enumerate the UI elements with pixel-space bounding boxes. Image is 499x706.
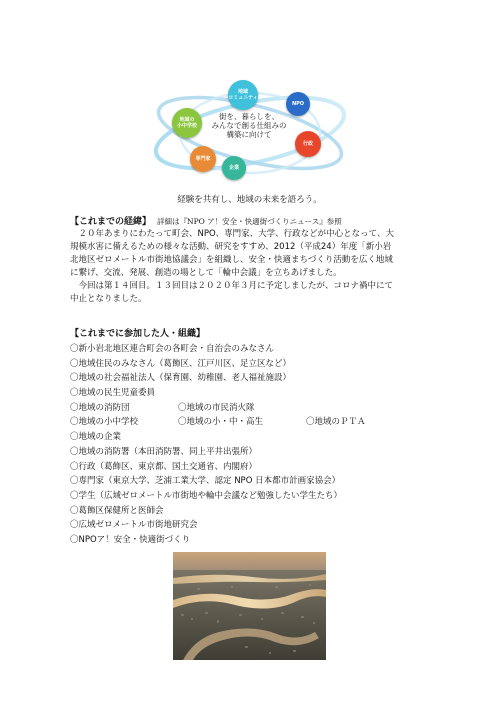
list-item-text: 〇地域の社会福祉法人（保育園、幼稚園、老人福祉施設）	[70, 373, 292, 384]
bubble-school-label: 地域の 小中学校	[176, 117, 197, 129]
list-item-text: 〇広域ゼロメートル市街地研究会	[70, 520, 198, 531]
history-line: に繋げ、交流、発展、創造の場として「輪中会議」を立ちあげました。	[70, 268, 342, 278]
history-paragraph	[70, 228, 438, 306]
list-item-text: 〇葛飾区保健所と医師会	[70, 505, 164, 516]
aerial-city-illustration	[173, 552, 326, 660]
history-title: 【これまでの経緯】	[70, 217, 152, 227]
history-line: ２０年あまりにわたって町会、NPO、専門家、大学、行政などが中心となって、大	[70, 229, 395, 239]
list-item	[70, 430, 342, 445]
center-line-2: みんなで創る仕組みの	[211, 121, 287, 130]
list-item	[70, 342, 342, 357]
list-item-text: 〇新小岩北地区連合町会の各町会・自治会のみなさん	[70, 344, 275, 354]
list-item	[70, 357, 342, 372]
center-line-3: 構築に向けて	[226, 130, 272, 139]
bubble-community	[228, 80, 258, 110]
bubble-school	[172, 108, 202, 138]
list-item	[70, 415, 366, 430]
center-line-1: 街を、暮らしを、	[219, 112, 279, 121]
bubble-community-label: 地域 コミュニティ	[228, 89, 258, 101]
list-item	[70, 445, 342, 460]
history-heading	[70, 214, 342, 227]
bubble-npo-label: NPO	[291, 101, 305, 107]
list-item	[70, 460, 342, 475]
list-item	[70, 401, 342, 416]
participants-heading: 【これまでに参加した人・組織】	[70, 329, 206, 339]
list-item-text: 〇NPOア！安全・快適街づくり	[70, 534, 191, 545]
list-item-text: 〇専門家（東京大学、芝浦工業大学、認定 NPO 日本都市計画家協会）	[70, 476, 341, 487]
list-item-text: 〇学生（広域ゼロメートル市街地や輪中会議など勉強したい学生たち）	[70, 490, 343, 501]
list-item-text: 〇地域の消防署（本田消防署、同上平井出張所）	[70, 446, 258, 457]
diagram-center-text	[199, 112, 299, 139]
list-item-text: 〇地域の民生児童委員	[70, 388, 156, 399]
list-item-text: 〇地域の小中学校	[70, 417, 139, 428]
list-item	[70, 386, 342, 401]
list-item-text: 〇地域の小・中・高生	[178, 417, 264, 428]
history-line: 中止となりました。	[70, 294, 147, 304]
list-item	[70, 489, 342, 504]
bubble-company	[222, 156, 246, 180]
list-item-text: 〇地域の市民消火隊	[178, 402, 255, 413]
history-line: 北地区ゼロメートル市街地協議会」を組織し、安全・快適まちづくり活動を広く地域	[70, 255, 393, 265]
list-item	[70, 518, 342, 533]
diagram-caption: 経験を共有し、地域の未来を語ろう。	[177, 195, 322, 205]
participants-list	[70, 342, 366, 548]
history-line: 規模水害に備えるための様々な活動、研究をすすめ、2012（平成24）年度「新小岩	[70, 242, 392, 252]
list-item	[70, 533, 342, 548]
list-item-text: 〇地域の消防団	[70, 402, 130, 413]
list-item	[70, 504, 342, 519]
collaboration-diagram	[150, 78, 350, 188]
bubble-company-label: 企業	[228, 165, 239, 171]
history-note: 詳細は『NPO ア！安全・快適街づくりニュース』参照	[157, 217, 342, 226]
list-item-text: 〇地域のＰＴＡ	[306, 417, 366, 428]
bubble-government-label: 行政	[302, 141, 313, 147]
list-item-text: 〇地域住民のみなさん（葛飾区、江戸川区、足立区など）	[70, 358, 292, 369]
bubble-expert	[190, 146, 216, 172]
bubble-expert-label: 専門家	[195, 156, 211, 162]
history-line: 今回は第１４回目。１３回目は２０２０年３月に予定しましたが、コロナ禍中にて	[70, 281, 394, 291]
list-item-text: 〇地域の企業	[70, 432, 122, 443]
list-item	[70, 474, 342, 489]
aerial-city-photo	[173, 552, 326, 660]
list-item	[70, 371, 342, 386]
list-item-text: 〇行政（葛飾区、東京都、国土交通省、内閣府）	[70, 461, 258, 472]
